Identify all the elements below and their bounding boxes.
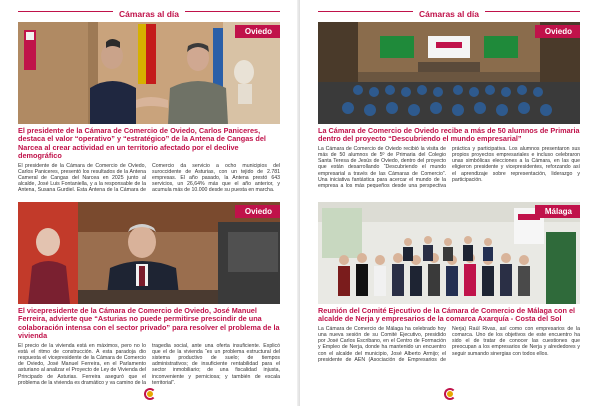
right-page-header	[318, 4, 580, 18]
article-body: El precio de la vivienda está en máximos, pero no lo está el ritmo de construcción. A esta paradoja dio respuesta el vicepresidente de la Cámara de Comercio de Oviedo, José Manuel Ferreira, en el Parlamento asturiano al analizar el Proyecto de Ley de Vivienda del Principado de Asturias. Ferreira aseguró que el problema de la vivienda es dramático y va camino de la tragedia social, ante una oferta insuficiente. Explicó que el de la vivienda “es un problema estructural del sistema productivo de suelo; de tiempos administrativos; de insuficiente rentabilidad para el sector inmobiliario; de una fiscalidad injusta, inconveniente y perniciosa; y también de escala territorial”.	[18, 342, 280, 386]
left-page-header	[18, 4, 280, 18]
article-headline: El presidente de la Cámara de Comercio de Oviedo, Carlos Paniceres, destaca el valor “operativo” y “estratégico” de la Antena de Cangas del Narcea al crear actividad en un territorio afectado por el declive demográfico	[18, 126, 266, 161]
region-tag: Málaga	[535, 205, 580, 218]
camara-logo-icon	[144, 388, 156, 400]
article-photo	[318, 202, 580, 304]
article-alumnos	[318, 22, 580, 189]
article-photo	[18, 202, 280, 304]
camara-logo-icon	[444, 388, 456, 400]
article-vivienda	[18, 202, 280, 386]
article-body: La Cámara de Comercio de Oviedo recibió la visita de más de 50 alumnos de 5º de Primaria del Colegio Santa Teresa de Jesús de Oviedo, dentro del proyecto que están desarrollando “Descubriendo el mundo empresarial a través de las Cámaras de Comercio”. Una iniciativa fantástica para acercar el mundo de la empresa a los más pequeños desde una perspectiva práctica y participativa. Los alumnos presentaron sus propios proyectos empresariales e incluso celebraron unas simbólicas elecciones a la Cámara, en las que eligieron presidente y vicepresidentes, reforzando así el aprendizaje sobre representación, liderazgo y participación.	[318, 145, 580, 190]
region-tag: Oviedo	[235, 205, 280, 218]
region-tag: Oviedo	[535, 25, 580, 38]
region-tag: Oviedo	[235, 25, 280, 38]
article-nerja	[318, 202, 580, 363]
article-headline: El vicepresidente de la Cámara de Comercio de Oviedo, José Manuel Ferreira, advierte que “Asturias no puede permitirse prescindir de una colaboración intensa con el sector privado” para resolver el problema de la vivienda	[18, 306, 280, 341]
article-photo	[318, 22, 580, 124]
article-headline: Reunión del Comité Ejecutivo de la Cámara de Comercio de Málaga con el alcalde de Nerja y empresarios de la comarca Axarquía - Costa del Sol	[318, 306, 576, 324]
article-headline: La Cámara de Comercio de Oviedo recibe a más de 50 alumnos de Primaria dentro del proyecto “Descubriendo el mundo empresarial”	[318, 126, 580, 144]
right-page	[300, 0, 600, 406]
article-photo	[18, 22, 280, 124]
article-body: La Cámara de Comercio de Málaga ha celebrado hoy una nueva sesión de su Comité Ejecutivo, presidido por José Carlos Escribano, en el Centro de Formación y Empleo de Nerja, donde ha mantenido un encuentro con el alcalde del municipio, José Alberto Armijo; el presidente de AEN (Asociación de Empresarios de Nerja) Raúl Rivas, así como con empresarios de la comarca. Uno de los objetivos de este encuentro ha sido el de tratar de conocer las cuestiones que preocupan a los empresarios de Nerja y alrededores y seguir sumando sinergias con todos ellos.	[318, 325, 580, 363]
section-title: Cámaras al día	[113, 7, 185, 21]
section-title: Cámaras al día	[413, 7, 485, 21]
article-body: El presidente de la Cámara de Comercio de Oviedo, Carlos Paniceres, presentó los resultados de la Antena Cameral de Cangas del Narcea en 2025 junto al alcalde, José Luis Fontaniella, y a la responsable de la Antena, Susana Gurdiel. Esta Antena de la Cámara de Comercio da servicio a ocho municipios del suroccidente de Asturias, con un tejido de 2.781 empresas. El año pasado, la Antena prestó 643 servicios, un 26,64% más que el año anterior, y acumula más de 10.000 desde su puesta en marcha.	[18, 162, 280, 194]
article-cangas	[18, 22, 280, 194]
